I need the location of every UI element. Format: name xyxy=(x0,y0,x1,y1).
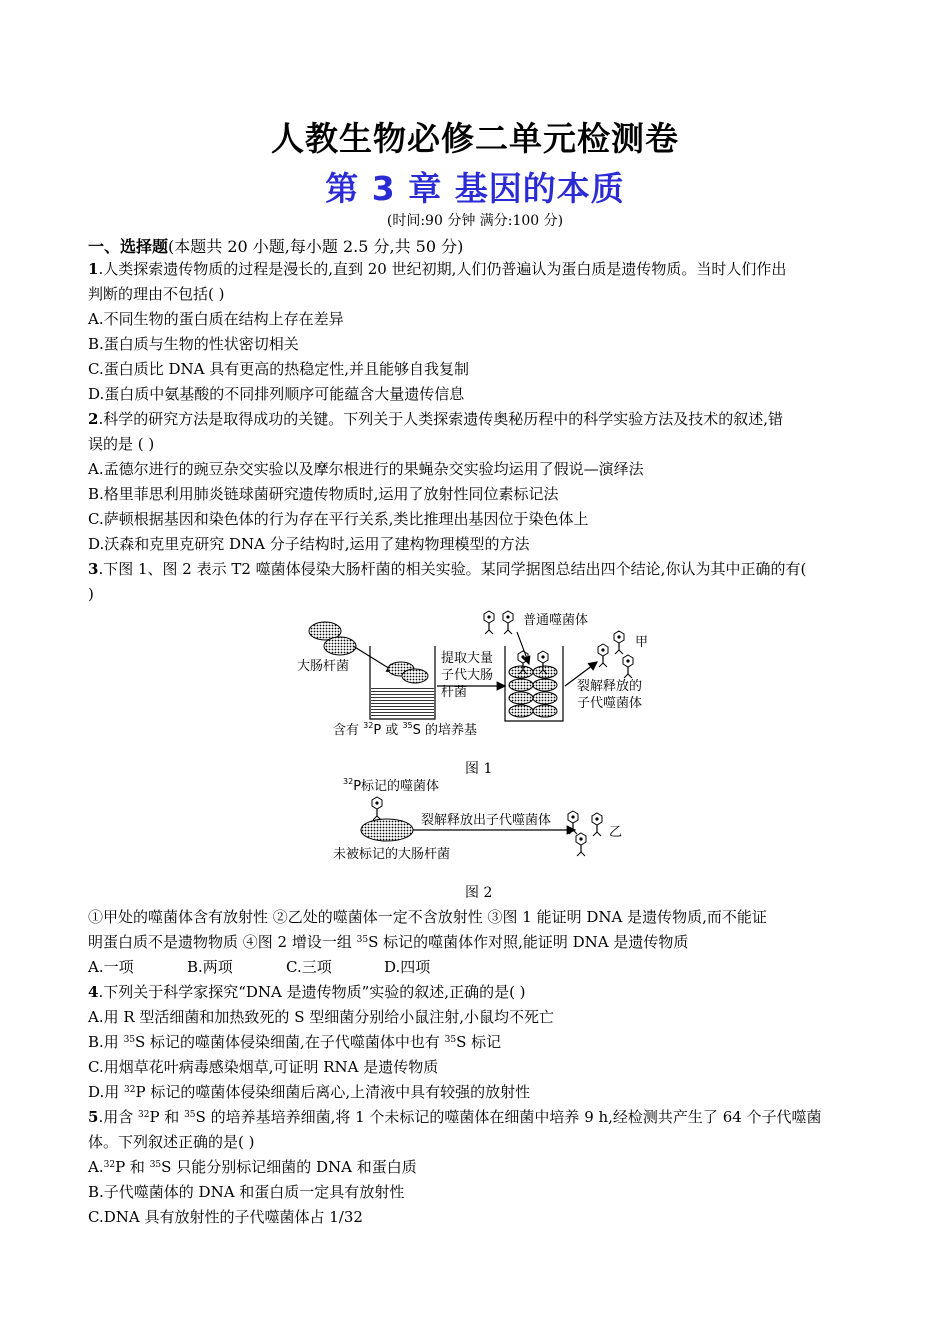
q3-option-c: C.三项 xyxy=(286,958,332,976)
extract-label-3: 杆菌 xyxy=(441,685,468,700)
page-title: 人教生物必修二单元检测卷 xyxy=(271,119,679,158)
time-info: (时间:90 分钟 满分:100 分) xyxy=(386,213,564,229)
q2-option-b: B.格里菲思利用肺炎链球菌研究遗传物质时,运用了放射性同位素标记法 xyxy=(88,485,559,503)
lysis-release-label: 裂解释放出子代噬菌体 xyxy=(421,813,552,828)
q3-stem: 3.下图 1、图 2 表示 T2 噬菌体侵染大肠杆菌的相关实验。某同学据图总结出四个结论,你认为其中正确的有( xyxy=(88,560,807,578)
phage-icon xyxy=(614,631,624,654)
medium-label: 含有 $^{32}$P 或 $^{35}$S 的培养基 xyxy=(333,721,478,738)
q1-option-a: A.不同生物的蛋白质在结构上存在差异 xyxy=(88,310,344,328)
q4-option-d: D.用 $^{32}$P 标记的噬菌体侵染细菌后离心,上清液中具有较强的放射性 xyxy=(88,1083,531,1101)
q3-option-b: B.两项 xyxy=(187,958,233,976)
q3-option-d: D.四项 xyxy=(384,958,431,976)
q3-option-a: A.一项 xyxy=(88,958,134,976)
section-heading: 一、选择题(本题共 20 小题,每小题 2.5 分,共 50 分) xyxy=(88,237,464,256)
normal-phage-label: 普通噬菌体 xyxy=(523,613,589,628)
ecoli-cell-2 xyxy=(324,637,356,655)
q2-option-d: D.沃森和克里克研究 DNA 分子结构时,运用了建构物理模型的方法 xyxy=(88,535,530,553)
q1-stem: 1.人类探索遗传物质的过程是漫长的,直到 20 世纪初期,人们仍普遍认为蛋白质是遗传物质。当时人们作出 xyxy=(88,260,787,278)
phage-icon xyxy=(623,655,633,678)
ecoli-in-beaker-2 xyxy=(402,669,428,683)
figure-1-caption: 图 1 xyxy=(465,761,493,777)
q5-stem: 5.用含 $^{32}$P 和 $^{35}$S 的培养基培养细菌,将 1 个未标记的噬菌体在细菌中培养 9 h,经检测共产生了 64 个子代噬菌 xyxy=(88,1108,822,1126)
q2-option-a: A.孟德尔进行的豌豆杂交实验以及摩尔根进行的果蝇杂交实验均运用了假说—演绎法 xyxy=(88,460,644,478)
chapter-subtitle: 第 3 章 基因的本质 xyxy=(325,169,625,208)
unlabeled-ecoli xyxy=(361,819,413,841)
extract-label-2: 子代大肠 xyxy=(441,668,494,683)
figure-2-caption: 图 2 xyxy=(465,885,493,901)
p32-phage-label: $^{32}$P标记的噬菌体 xyxy=(343,777,440,794)
phage-icon xyxy=(503,611,513,634)
phage-icon xyxy=(592,813,602,836)
q5-option-b: B.子代噬菌体的 DNA 和蛋白质一定具有放射性 xyxy=(88,1183,405,1201)
q1-option-b: B.蛋白质与生物的性状密切相关 xyxy=(88,335,299,353)
q4-stem: 4.下列关于科学家探究“DNA 是遗传物质”实验的叙述,正确的是( ) xyxy=(88,983,526,1001)
q3-statements-2: 明蛋白质不是遗物物质 ④图 2 增设一组 $^{35}$S 标记的噬菌体作对照,能证明 DNA 是遗传物质 xyxy=(88,933,689,951)
phage-icon xyxy=(484,611,494,634)
q4-option-c: C.用烟草花叶病毒感染烟草,可证明 RNA 是遗传物质 xyxy=(88,1058,439,1076)
q1-option-c: C.蛋白质比 DNA 具有更高的热稳定性,并且能够自我复制 xyxy=(88,360,470,378)
q2-stem-cont: 误的是 ( ) xyxy=(88,435,155,453)
lysis-label-1: 裂解释放的 xyxy=(577,679,643,694)
extract-label-1: 提取大量 xyxy=(441,651,494,666)
q3-stem-cont: ) xyxy=(88,585,94,603)
q1-option-d: D.蛋白质中氨基酸的不同排列顺序可能蕴含大量遗传信息 xyxy=(88,385,465,403)
phage-icon xyxy=(372,797,382,820)
q4-option-b: B.用 $^{35}$S 标记的噬菌体侵染细菌,在子代噬菌体中也有 $^{35}$S 标记 xyxy=(88,1033,502,1051)
yi-label: 乙 xyxy=(609,825,623,840)
culture-medium xyxy=(371,686,434,718)
phage-icon xyxy=(576,833,586,856)
q2-stem: 2.科学的研究方法是取得成功的关键。下列关于人类探索遗传奥秘历程中的科学实验方法及技术的叙述,错 xyxy=(88,410,783,428)
q5-stem-cont: 体。下列叙述正确的是( ) xyxy=(88,1133,255,1151)
q2-option-c: C.萨顿根据基因和染色体的行为存在平行关系,类比推理出基因位于染色体上 xyxy=(88,510,589,528)
q5-option-c: C.DNA 具有放射性的子代噬菌体占 1/32 xyxy=(88,1208,363,1226)
section-note: (本题共 20 小题,每小题 2.5 分,共 50 分) xyxy=(168,237,464,256)
phage-icon xyxy=(598,644,608,667)
jia-label: 甲 xyxy=(635,635,649,650)
lysis-label-2: 子代噬菌体 xyxy=(577,696,643,711)
q5-option-a: A.$^{32}$P 和 $^{35}$S 只能分别标记细菌的 DNA 和蛋白质 xyxy=(88,1158,417,1176)
q3-statements-1: ①甲处的噬菌体含有放射性 ②乙处的噬菌体一定不含放射性 ③图 1 能证明 DNA 是遗传物质,而不能证 xyxy=(88,908,767,926)
ecoli-label: 大肠杆菌 xyxy=(297,659,350,674)
figure-2-diagram xyxy=(325,772,635,864)
unlabeled-ecoli-label: 未被标记的大肠杆菌 xyxy=(333,847,451,862)
q1-stem-cont: 判断的理由不包括( ) xyxy=(88,285,225,303)
q4-option-a: A.用 R 型活细菌和加热致死的 S 型细菌分别给小鼠注射,小鼠均不死亡 xyxy=(88,1008,555,1026)
figure-1-diagram xyxy=(295,606,675,741)
